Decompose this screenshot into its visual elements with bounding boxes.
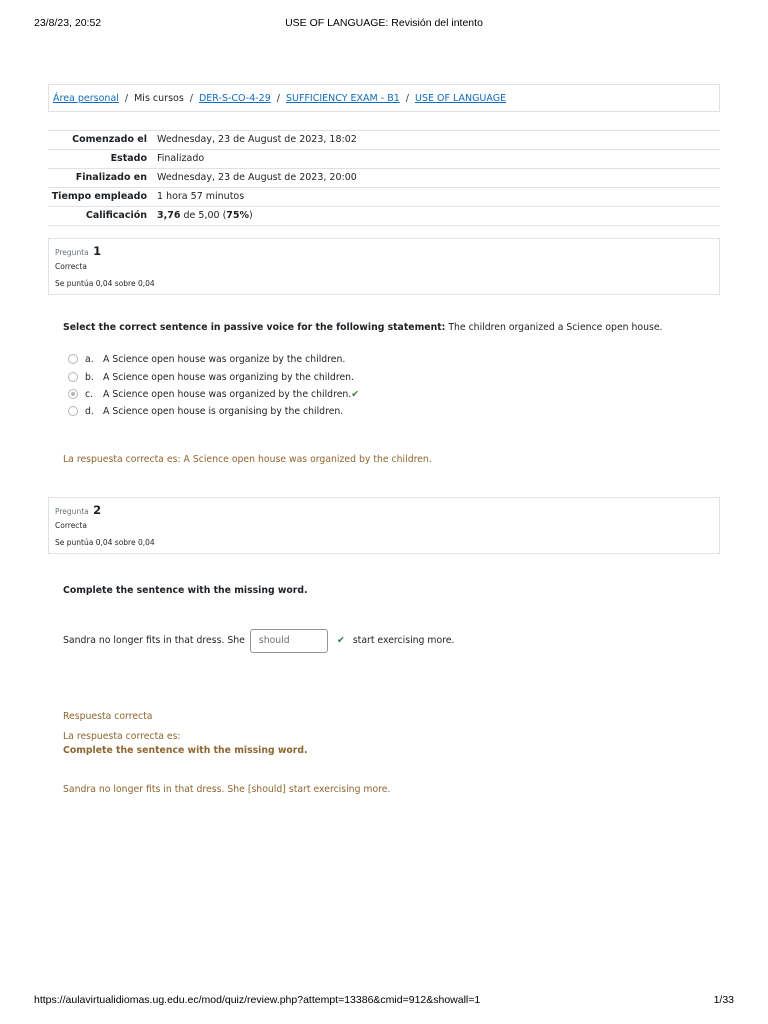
option-text: A Science open house was organize by the children. xyxy=(103,354,346,365)
print-title: USE OF LANGUAGE: Revisión del intento xyxy=(285,17,483,29)
question-number xyxy=(55,503,101,517)
feedback-prompt-bold: Complete the sentence with the missing word. xyxy=(63,745,308,756)
summary-label: Estado xyxy=(110,153,147,164)
question-number xyxy=(55,244,101,258)
breadcrumb-separator: / xyxy=(405,93,409,104)
summary-label: Calificación xyxy=(85,210,147,221)
answer-option-b[interactable] xyxy=(68,371,354,385)
summary-value: Finalizado xyxy=(157,153,205,164)
question-1-prompt xyxy=(63,322,663,333)
question-1-correct-answer: La respuesta correcta es: A Science open house was organized by the children. xyxy=(63,454,432,465)
question-number-value: 2 xyxy=(93,503,102,517)
summary-row-finished xyxy=(48,169,720,188)
check-icon: ✔ xyxy=(336,635,345,646)
option-letter: a. xyxy=(85,354,94,365)
summary-value: Wednesday, 23 de August de 2023, 18:02 xyxy=(157,134,357,145)
summary-row-time-taken xyxy=(48,188,720,207)
question-prompt-statement: The children organized a Science open house. xyxy=(448,322,663,333)
question-2-info xyxy=(48,497,720,554)
summary-value: 1 hora 57 minutos xyxy=(157,191,245,202)
print-header xyxy=(34,17,734,31)
breadcrumb-separator: / xyxy=(124,93,129,104)
sentence-after-gap: start exercising more. xyxy=(352,635,455,646)
attempt-summary-table xyxy=(48,130,720,226)
answer-option-c[interactable] xyxy=(68,388,359,402)
breadcrumb xyxy=(48,84,720,112)
question-2-feedback-status: Respuesta correcta xyxy=(63,711,153,722)
answer-option-a[interactable] xyxy=(68,353,345,367)
radio-button[interactable] xyxy=(68,354,78,364)
summary-label: Tiempo empleado xyxy=(51,191,147,202)
radio-button[interactable] xyxy=(68,372,78,382)
summary-row-started xyxy=(48,131,720,150)
option-text: A Science open house was organizing by the children. xyxy=(103,372,355,383)
breadcrumb-home-link[interactable]: Área personal xyxy=(53,93,119,104)
breadcrumb-course-link[interactable]: DER-S-CO-4-29 xyxy=(198,93,271,104)
option-text: A Science open house is organising by the children. xyxy=(103,406,344,417)
question-state: Correcta xyxy=(55,521,87,530)
question-2-sentence xyxy=(63,629,454,653)
question-2-feedback-prompt xyxy=(63,745,308,756)
question-2-prompt xyxy=(63,585,308,596)
check-icon: ✔ xyxy=(351,389,360,400)
grade-score: 3,76 xyxy=(157,210,181,221)
answer-option-d[interactable] xyxy=(68,405,343,419)
breadcrumb-my-courses: Mis cursos xyxy=(134,93,184,104)
breadcrumb-separator: / xyxy=(189,93,193,104)
question-2-feedback-intro: La respuesta correcta es: xyxy=(63,731,181,742)
question-grade: Se puntúa 0,04 sobre 0,04 xyxy=(55,538,155,547)
breadcrumb-separator: / xyxy=(276,93,280,104)
summary-value: Wednesday, 23 de August de 2023, 20:00 xyxy=(157,172,357,183)
breadcrumb-exam-link[interactable]: SUFFICIENCY EXAM - B1 xyxy=(285,93,400,104)
radio-button-selected[interactable] xyxy=(68,389,78,399)
question-prompt-bold: Complete the sentence with the missing word. xyxy=(63,585,308,596)
summary-label: Comenzado el xyxy=(72,134,147,145)
print-footer xyxy=(34,994,734,1008)
sentence-before-gap: Sandra no longer fits in that dress. She xyxy=(63,635,245,646)
breadcrumb-quiz-link[interactable]: USE OF LANGUAGE xyxy=(414,93,507,104)
option-letter: c. xyxy=(85,389,94,400)
question-number-value: 1 xyxy=(93,244,102,258)
print-date: 23/8/23, 20:52 xyxy=(34,17,102,29)
summary-row-state xyxy=(48,150,720,169)
option-text: A Science open house was organized by the children. xyxy=(103,389,352,400)
option-letter: b. xyxy=(85,372,94,383)
grade-percent: 75% xyxy=(226,210,250,221)
question-1-info xyxy=(48,238,720,295)
gap-answer-input[interactable]: should xyxy=(250,629,328,653)
question-2-feedback-sentence: Sandra no longer fits in that dress. She [should] start exercising more. xyxy=(63,784,391,795)
question-label: Pregunta xyxy=(55,507,89,516)
option-letter: d. xyxy=(85,406,94,417)
print-page-number: 1/33 xyxy=(713,994,734,1006)
grade-of: de 5,00 xyxy=(183,210,220,221)
question-prompt-bold: Select the correct sentence in passive voice for the following statement: xyxy=(63,322,446,333)
summary-label: Finalizado en xyxy=(75,172,147,183)
question-label: Pregunta xyxy=(55,248,89,257)
summary-row-grade xyxy=(48,207,720,226)
question-state: Correcta xyxy=(55,262,87,271)
question-grade: Se puntúa 0,04 sobre 0,04 xyxy=(55,279,155,288)
print-url: https://aulavirtualidiomas.ug.edu.ec/mod/quiz/review.php?attempt=13386&cmid=912&showall=1 xyxy=(34,994,481,1006)
radio-button[interactable] xyxy=(68,406,78,416)
summary-grade-value: 3,76 de 5,00 (75%) xyxy=(157,210,253,221)
